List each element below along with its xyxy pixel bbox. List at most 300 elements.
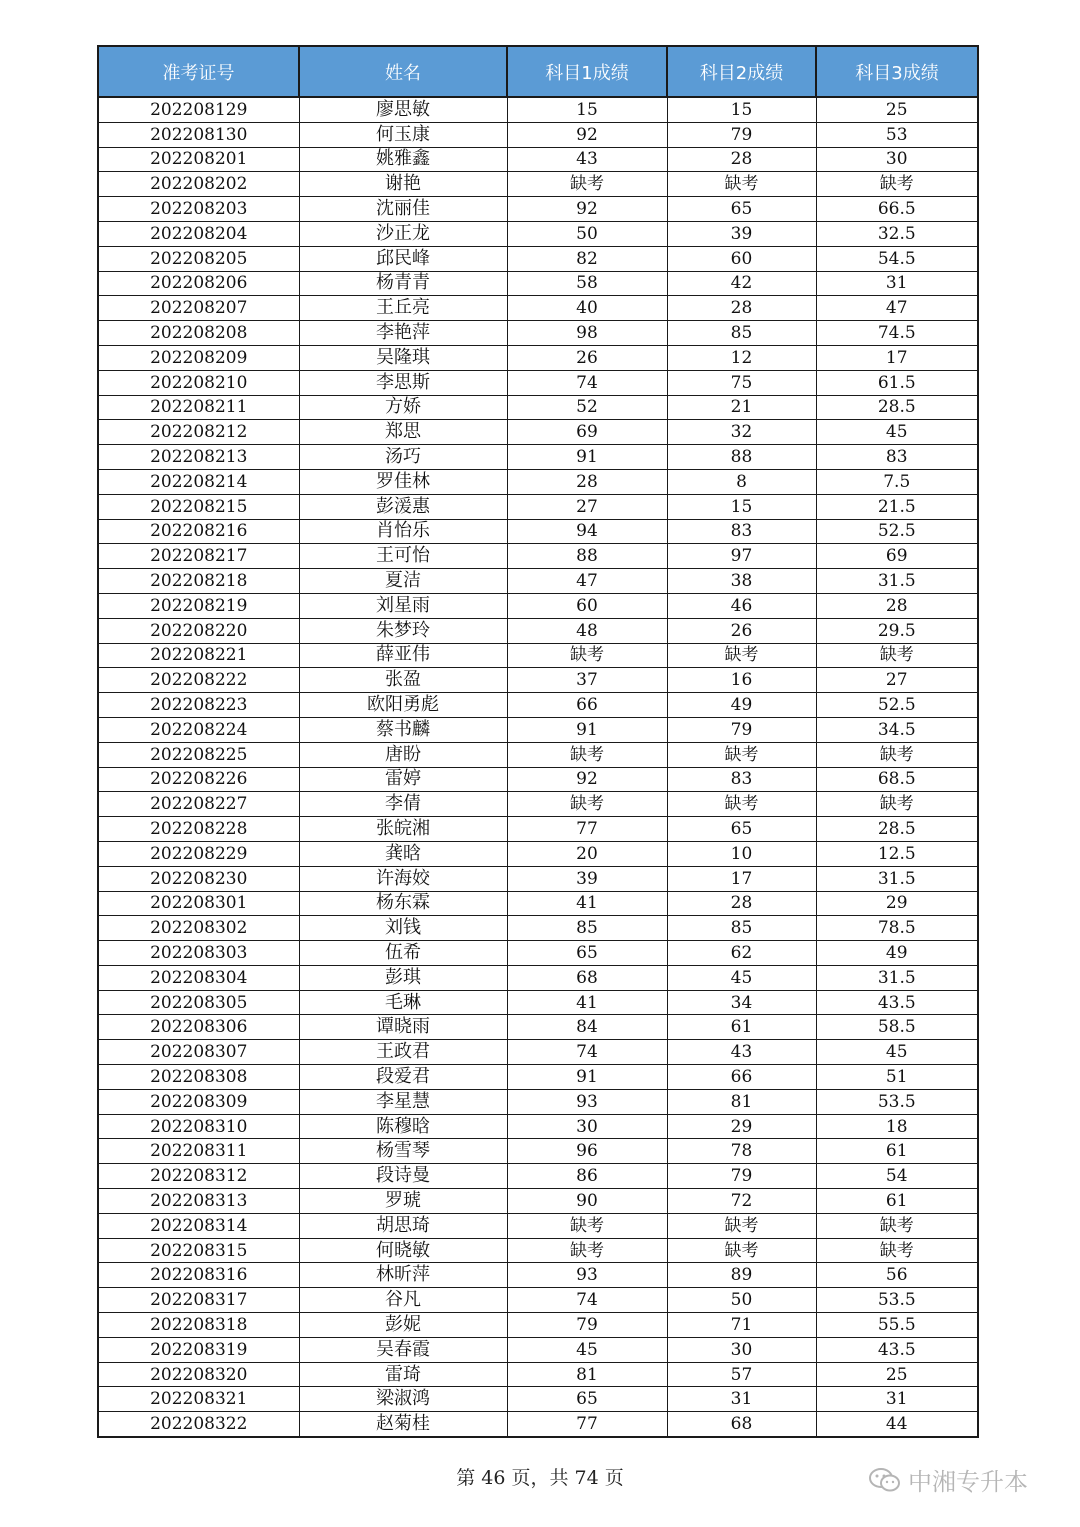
cell-name: 夏洁 — [299, 569, 507, 594]
cell-subject-1: 91 — [507, 717, 667, 742]
cell-subject-2: 65 — [667, 197, 816, 222]
cell-subject-2: 60 — [667, 246, 816, 271]
cell-subject-3: 缺考 — [816, 1213, 978, 1238]
cell-subject-2: 30 — [667, 1337, 816, 1362]
table-row — [98, 469, 978, 494]
cell-exam-id: 202208309 — [98, 1089, 299, 1114]
cell-exam-id: 202208208 — [98, 321, 299, 346]
cell-subject-2: 89 — [667, 1263, 816, 1288]
cell-name: 李思斯 — [299, 370, 507, 395]
cell-subject-1: 81 — [507, 1362, 667, 1387]
table-row — [98, 321, 978, 346]
table-row — [98, 1213, 978, 1238]
table-row — [98, 1263, 978, 1288]
table-row — [98, 1065, 978, 1090]
header-subject-3: 科目3成绩 — [816, 46, 978, 97]
cell-subject-1: 74 — [507, 370, 667, 395]
cell-subject-1: 41 — [507, 891, 667, 916]
cell-subject-3: 53 — [816, 122, 978, 147]
table-row — [98, 494, 978, 519]
cell-name: 谭晓雨 — [299, 1015, 507, 1040]
cell-name: 朱梦玲 — [299, 618, 507, 643]
cell-subject-3: 78.5 — [816, 916, 978, 941]
cell-subject-1: 52 — [507, 395, 667, 420]
cell-subject-2: 79 — [667, 122, 816, 147]
table-row — [98, 990, 978, 1015]
cell-subject-2: 65 — [667, 817, 816, 842]
cell-subject-1: 65 — [507, 1387, 667, 1412]
table-row — [98, 593, 978, 618]
cell-name: 沈丽佳 — [299, 197, 507, 222]
cell-subject-2: 15 — [667, 97, 816, 122]
table-row — [98, 97, 978, 122]
watermark — [868, 1462, 1028, 1497]
table-row — [98, 569, 978, 594]
cell-subject-2: 79 — [667, 717, 816, 742]
table-row — [98, 1164, 978, 1189]
cell-name: 邱民峰 — [299, 246, 507, 271]
table-row — [98, 197, 978, 222]
table-row — [98, 1412, 978, 1437]
cell-subject-3: 43.5 — [816, 990, 978, 1015]
cell-subject-1: 84 — [507, 1015, 667, 1040]
cell-exam-id: 202208317 — [98, 1288, 299, 1313]
table-row — [98, 221, 978, 246]
cell-exam-id: 202208307 — [98, 1040, 299, 1065]
cell-subject-2: 缺考 — [667, 1238, 816, 1263]
cell-name: 雷婷 — [299, 767, 507, 792]
cell-subject-3: 缺考 — [816, 1238, 978, 1263]
cell-subject-1: 86 — [507, 1164, 667, 1189]
cell-exam-id: 202208318 — [98, 1313, 299, 1338]
cell-subject-3: 51 — [816, 1065, 978, 1090]
cell-subject-1: 93 — [507, 1263, 667, 1288]
table-row — [98, 965, 978, 990]
cell-name: 欧阳勇彪 — [299, 693, 507, 718]
cell-subject-3: 7.5 — [816, 469, 978, 494]
cell-subject-1: 91 — [507, 1065, 667, 1090]
cell-subject-2: 79 — [667, 1164, 816, 1189]
table-header-row — [98, 46, 978, 97]
cell-exam-id: 202208314 — [98, 1213, 299, 1238]
cell-name: 何玉康 — [299, 122, 507, 147]
cell-exam-id: 202208302 — [98, 916, 299, 941]
cell-subject-2: 12 — [667, 345, 816, 370]
cell-subject-1: 37 — [507, 668, 667, 693]
cell-subject-2: 46 — [667, 593, 816, 618]
cell-subject-1: 94 — [507, 519, 667, 544]
cell-exam-id: 202208202 — [98, 172, 299, 197]
table-row — [98, 767, 978, 792]
cell-exam-id: 202208130 — [98, 122, 299, 147]
table-row — [98, 519, 978, 544]
cell-subject-1: 缺考 — [507, 172, 667, 197]
cell-name: 吴春霞 — [299, 1337, 507, 1362]
table-row — [98, 445, 978, 470]
cell-subject-2: 43 — [667, 1040, 816, 1065]
cell-subject-2: 10 — [667, 841, 816, 866]
cell-subject-2: 45 — [667, 965, 816, 990]
cell-name: 刘钱 — [299, 916, 507, 941]
table-row — [98, 1288, 978, 1313]
cell-exam-id: 202208206 — [98, 271, 299, 296]
cell-name: 汤巧 — [299, 445, 507, 470]
cell-name: 罗佳林 — [299, 469, 507, 494]
cell-name: 谷凡 — [299, 1288, 507, 1313]
table-row — [98, 891, 978, 916]
cell-subject-2: 15 — [667, 494, 816, 519]
cell-name: 廖思敏 — [299, 97, 507, 122]
cell-exam-id: 202208216 — [98, 519, 299, 544]
cell-name: 张皖湘 — [299, 817, 507, 842]
cell-exam-id: 202208228 — [98, 817, 299, 842]
cell-subject-1: 74 — [507, 1040, 667, 1065]
cell-name: 肖怡乐 — [299, 519, 507, 544]
cell-subject-2: 85 — [667, 916, 816, 941]
cell-name: 胡思琦 — [299, 1213, 507, 1238]
cell-exam-id: 202208129 — [98, 97, 299, 122]
cell-name: 王政君 — [299, 1040, 507, 1065]
cell-subject-3: 68.5 — [816, 767, 978, 792]
cell-name: 姚雅鑫 — [299, 147, 507, 172]
cell-subject-2: 缺考 — [667, 172, 816, 197]
cell-subject-3: 52.5 — [816, 519, 978, 544]
cell-subject-1: 90 — [507, 1189, 667, 1214]
table-row — [98, 1089, 978, 1114]
cell-name: 陈穆晗 — [299, 1114, 507, 1139]
cell-name: 许海姣 — [299, 866, 507, 891]
header-subject-1: 科目1成绩 — [507, 46, 667, 97]
cell-name: 彭妮 — [299, 1313, 507, 1338]
table-row — [98, 345, 978, 370]
cell-subject-1: 40 — [507, 296, 667, 321]
cell-subject-3: 55.5 — [816, 1313, 978, 1338]
table-row — [98, 817, 978, 842]
table-row — [98, 742, 978, 767]
cell-exam-id: 202208230 — [98, 866, 299, 891]
table-row — [98, 246, 978, 271]
cell-subject-3: 54 — [816, 1164, 978, 1189]
cell-subject-3: 49 — [816, 941, 978, 966]
cell-subject-2: 78 — [667, 1139, 816, 1164]
cell-name: 蔡书麟 — [299, 717, 507, 742]
cell-name: 何晓敏 — [299, 1238, 507, 1263]
cell-subject-2: 50 — [667, 1288, 816, 1313]
cell-exam-id: 202208311 — [98, 1139, 299, 1164]
cell-exam-id: 202208217 — [98, 544, 299, 569]
cell-exam-id: 202208310 — [98, 1114, 299, 1139]
cell-subject-2: 16 — [667, 668, 816, 693]
cell-subject-3: 54.5 — [816, 246, 978, 271]
cell-subject-3: 21.5 — [816, 494, 978, 519]
cell-exam-id: 202208220 — [98, 618, 299, 643]
cell-subject-1: 82 — [507, 246, 667, 271]
cell-name: 李倩 — [299, 792, 507, 817]
cell-subject-3: 66.5 — [816, 197, 978, 222]
cell-name: 李艳萍 — [299, 321, 507, 346]
cell-subject-3: 69 — [816, 544, 978, 569]
cell-subject-3: 28.5 — [816, 395, 978, 420]
cell-exam-id: 202208315 — [98, 1238, 299, 1263]
cell-subject-2: 62 — [667, 941, 816, 966]
cell-name: 段爱君 — [299, 1065, 507, 1090]
cell-exam-id: 202208205 — [98, 246, 299, 271]
cell-subject-1: 69 — [507, 420, 667, 445]
cell-exam-id: 202208201 — [98, 147, 299, 172]
cell-subject-2: 57 — [667, 1362, 816, 1387]
cell-subject-3: 53.5 — [816, 1089, 978, 1114]
table-row — [98, 172, 978, 197]
cell-subject-1: 92 — [507, 197, 667, 222]
cell-subject-2: 28 — [667, 147, 816, 172]
cell-subject-1: 77 — [507, 817, 667, 842]
cell-subject-3: 34.5 — [816, 717, 978, 742]
cell-exam-id: 202208219 — [98, 593, 299, 618]
cell-exam-id: 202208306 — [98, 1015, 299, 1040]
cell-subject-3: 61.5 — [816, 370, 978, 395]
cell-name: 李星慧 — [299, 1089, 507, 1114]
table-row — [98, 420, 978, 445]
cell-subject-1: 缺考 — [507, 742, 667, 767]
cell-exam-id: 202208301 — [98, 891, 299, 916]
cell-subject-1: 27 — [507, 494, 667, 519]
table-row — [98, 717, 978, 742]
table-row — [98, 1238, 978, 1263]
cell-subject-1: 43 — [507, 147, 667, 172]
cell-subject-1: 66 — [507, 693, 667, 718]
table-row — [98, 1362, 978, 1387]
cell-subject-1: 15 — [507, 97, 667, 122]
cell-subject-1: 48 — [507, 618, 667, 643]
cell-subject-3: 17 — [816, 345, 978, 370]
cell-subject-3: 74.5 — [816, 321, 978, 346]
cell-name: 梁淑鸿 — [299, 1387, 507, 1412]
cell-subject-2: 61 — [667, 1015, 816, 1040]
cell-subject-1: 26 — [507, 345, 667, 370]
cell-subject-3: 45 — [816, 420, 978, 445]
table-row — [98, 1337, 978, 1362]
table-row — [98, 1313, 978, 1338]
table-body — [98, 97, 978, 1437]
cell-subject-2: 68 — [667, 1412, 816, 1437]
cell-exam-id: 202208214 — [98, 469, 299, 494]
table-row — [98, 1189, 978, 1214]
watermark-text: 中湘专升本 — [908, 1468, 1028, 1496]
table-row — [98, 1139, 978, 1164]
cell-subject-2: 71 — [667, 1313, 816, 1338]
table-row — [98, 866, 978, 891]
cell-exam-id: 202208229 — [98, 841, 299, 866]
header-name: 姓名 — [299, 46, 507, 97]
cell-exam-id: 202208222 — [98, 668, 299, 693]
cell-subject-3: 缺考 — [816, 643, 978, 668]
cell-subject-2: 31 — [667, 1387, 816, 1412]
cell-subject-3: 31.5 — [816, 569, 978, 594]
cell-subject-2: 83 — [667, 767, 816, 792]
cell-subject-3: 61 — [816, 1189, 978, 1214]
cell-subject-3: 32.5 — [816, 221, 978, 246]
cell-subject-3: 29.5 — [816, 618, 978, 643]
cell-name: 杨青青 — [299, 271, 507, 296]
table-row — [98, 941, 978, 966]
cell-subject-2: 81 — [667, 1089, 816, 1114]
cell-exam-id: 202208223 — [98, 693, 299, 718]
cell-name: 张盈 — [299, 668, 507, 693]
cell-name: 吴隆琪 — [299, 345, 507, 370]
cell-subject-1: 74 — [507, 1288, 667, 1313]
cell-subject-2: 29 — [667, 1114, 816, 1139]
cell-subject-2: 66 — [667, 1065, 816, 1090]
cell-subject-2: 72 — [667, 1189, 816, 1214]
cell-subject-2: 85 — [667, 321, 816, 346]
cell-subject-1: 30 — [507, 1114, 667, 1139]
cell-exam-id: 202208320 — [98, 1362, 299, 1387]
cell-subject-2: 39 — [667, 221, 816, 246]
cell-name: 伍希 — [299, 941, 507, 966]
page-label: 第 46 页，共 74 页 — [456, 1467, 624, 1489]
cell-subject-3: 27 — [816, 668, 978, 693]
cell-subject-2: 49 — [667, 693, 816, 718]
header-exam-id: 准考证号 — [98, 46, 299, 97]
cell-subject-3: 缺考 — [816, 172, 978, 197]
table-row — [98, 916, 978, 941]
cell-subject-2: 21 — [667, 395, 816, 420]
table-row — [98, 618, 978, 643]
cell-subject-1: 缺考 — [507, 1238, 667, 1263]
table-row — [98, 792, 978, 817]
cell-exam-id: 202208226 — [98, 767, 299, 792]
table-row — [98, 1040, 978, 1065]
cell-subject-2: 缺考 — [667, 1213, 816, 1238]
cell-name: 王丘亮 — [299, 296, 507, 321]
cell-subject-1: 47 — [507, 569, 667, 594]
cell-subject-2: 42 — [667, 271, 816, 296]
cell-subject-1: 20 — [507, 841, 667, 866]
cell-subject-2: 8 — [667, 469, 816, 494]
cell-subject-3: 31 — [816, 271, 978, 296]
cell-subject-2: 32 — [667, 420, 816, 445]
cell-subject-1: 缺考 — [507, 1213, 667, 1238]
cell-subject-3: 83 — [816, 445, 978, 470]
cell-exam-id: 202208305 — [98, 990, 299, 1015]
cell-exam-id: 202208210 — [98, 370, 299, 395]
cell-name: 杨雪琴 — [299, 1139, 507, 1164]
cell-subject-2: 34 — [667, 990, 816, 1015]
cell-exam-id: 202208319 — [98, 1337, 299, 1362]
cell-subject-1: 93 — [507, 1089, 667, 1114]
cell-subject-3: 31.5 — [816, 866, 978, 891]
cell-subject-1: 缺考 — [507, 643, 667, 668]
cell-subject-3: 28 — [816, 593, 978, 618]
cell-subject-1: 77 — [507, 1412, 667, 1437]
cell-subject-2: 88 — [667, 445, 816, 470]
cell-subject-3: 61 — [816, 1139, 978, 1164]
table-row — [98, 668, 978, 693]
cell-subject-2: 26 — [667, 618, 816, 643]
cell-subject-1: 65 — [507, 941, 667, 966]
cell-name: 雷琦 — [299, 1362, 507, 1387]
cell-name: 彭湲惠 — [299, 494, 507, 519]
cell-exam-id: 202208303 — [98, 941, 299, 966]
cell-subject-2: 缺考 — [667, 742, 816, 767]
cell-name: 龚晗 — [299, 841, 507, 866]
cell-subject-2: 28 — [667, 296, 816, 321]
cell-exam-id: 202208224 — [98, 717, 299, 742]
cell-subject-1: 缺考 — [507, 792, 667, 817]
cell-exam-id: 202208316 — [98, 1263, 299, 1288]
cell-name: 郑思 — [299, 420, 507, 445]
cell-subject-1: 79 — [507, 1313, 667, 1338]
cell-subject-3: 缺考 — [816, 742, 978, 767]
cell-subject-2: 83 — [667, 519, 816, 544]
cell-name: 杨东霖 — [299, 891, 507, 916]
cell-exam-id: 202208213 — [98, 445, 299, 470]
cell-subject-2: 75 — [667, 370, 816, 395]
cell-subject-3: 12.5 — [816, 841, 978, 866]
table-row — [98, 1015, 978, 1040]
cell-exam-id: 202208322 — [98, 1412, 299, 1437]
table-row — [98, 370, 978, 395]
cell-subject-3: 31 — [816, 1387, 978, 1412]
cell-subject-1: 88 — [507, 544, 667, 569]
cell-subject-1: 98 — [507, 321, 667, 346]
table-row — [98, 693, 978, 718]
cell-exam-id: 202208221 — [98, 643, 299, 668]
cell-subject-3: 45 — [816, 1040, 978, 1065]
cell-exam-id: 202208313 — [98, 1189, 299, 1214]
cell-subject-2: 缺考 — [667, 643, 816, 668]
cell-subject-3: 47 — [816, 296, 978, 321]
table-row — [98, 841, 978, 866]
cell-exam-id: 202208225 — [98, 742, 299, 767]
cell-exam-id: 202208207 — [98, 296, 299, 321]
score-table — [97, 45, 979, 1438]
cell-subject-3: 缺考 — [816, 792, 978, 817]
cell-name: 段诗曼 — [299, 1164, 507, 1189]
table-row — [98, 1114, 978, 1139]
table-row — [98, 544, 978, 569]
cell-subject-1: 85 — [507, 916, 667, 941]
cell-name: 王可怡 — [299, 544, 507, 569]
cell-exam-id: 202208211 — [98, 395, 299, 420]
cell-subject-3: 28.5 — [816, 817, 978, 842]
cell-subject-3: 53.5 — [816, 1288, 978, 1313]
cell-exam-id: 202208204 — [98, 221, 299, 246]
score-table-container — [97, 45, 977, 1438]
cell-subject-3: 31.5 — [816, 965, 978, 990]
header-subject-2: 科目2成绩 — [667, 46, 816, 97]
cell-subject-3: 56 — [816, 1263, 978, 1288]
cell-name: 赵菊桂 — [299, 1412, 507, 1437]
table-row — [98, 643, 978, 668]
cell-subject-2: 97 — [667, 544, 816, 569]
cell-subject-1: 92 — [507, 767, 667, 792]
cell-subject-3: 43.5 — [816, 1337, 978, 1362]
cell-subject-2: 28 — [667, 891, 816, 916]
cell-subject-3: 25 — [816, 1362, 978, 1387]
cell-name: 彭琪 — [299, 965, 507, 990]
cell-name: 刘星雨 — [299, 593, 507, 618]
table-row — [98, 122, 978, 147]
cell-name: 薛亚伟 — [299, 643, 507, 668]
cell-exam-id: 202208227 — [98, 792, 299, 817]
table-row — [98, 271, 978, 296]
cell-subject-1: 68 — [507, 965, 667, 990]
cell-exam-id: 202208218 — [98, 569, 299, 594]
cell-name: 谢艳 — [299, 172, 507, 197]
table-row — [98, 1387, 978, 1412]
cell-subject-3: 18 — [816, 1114, 978, 1139]
